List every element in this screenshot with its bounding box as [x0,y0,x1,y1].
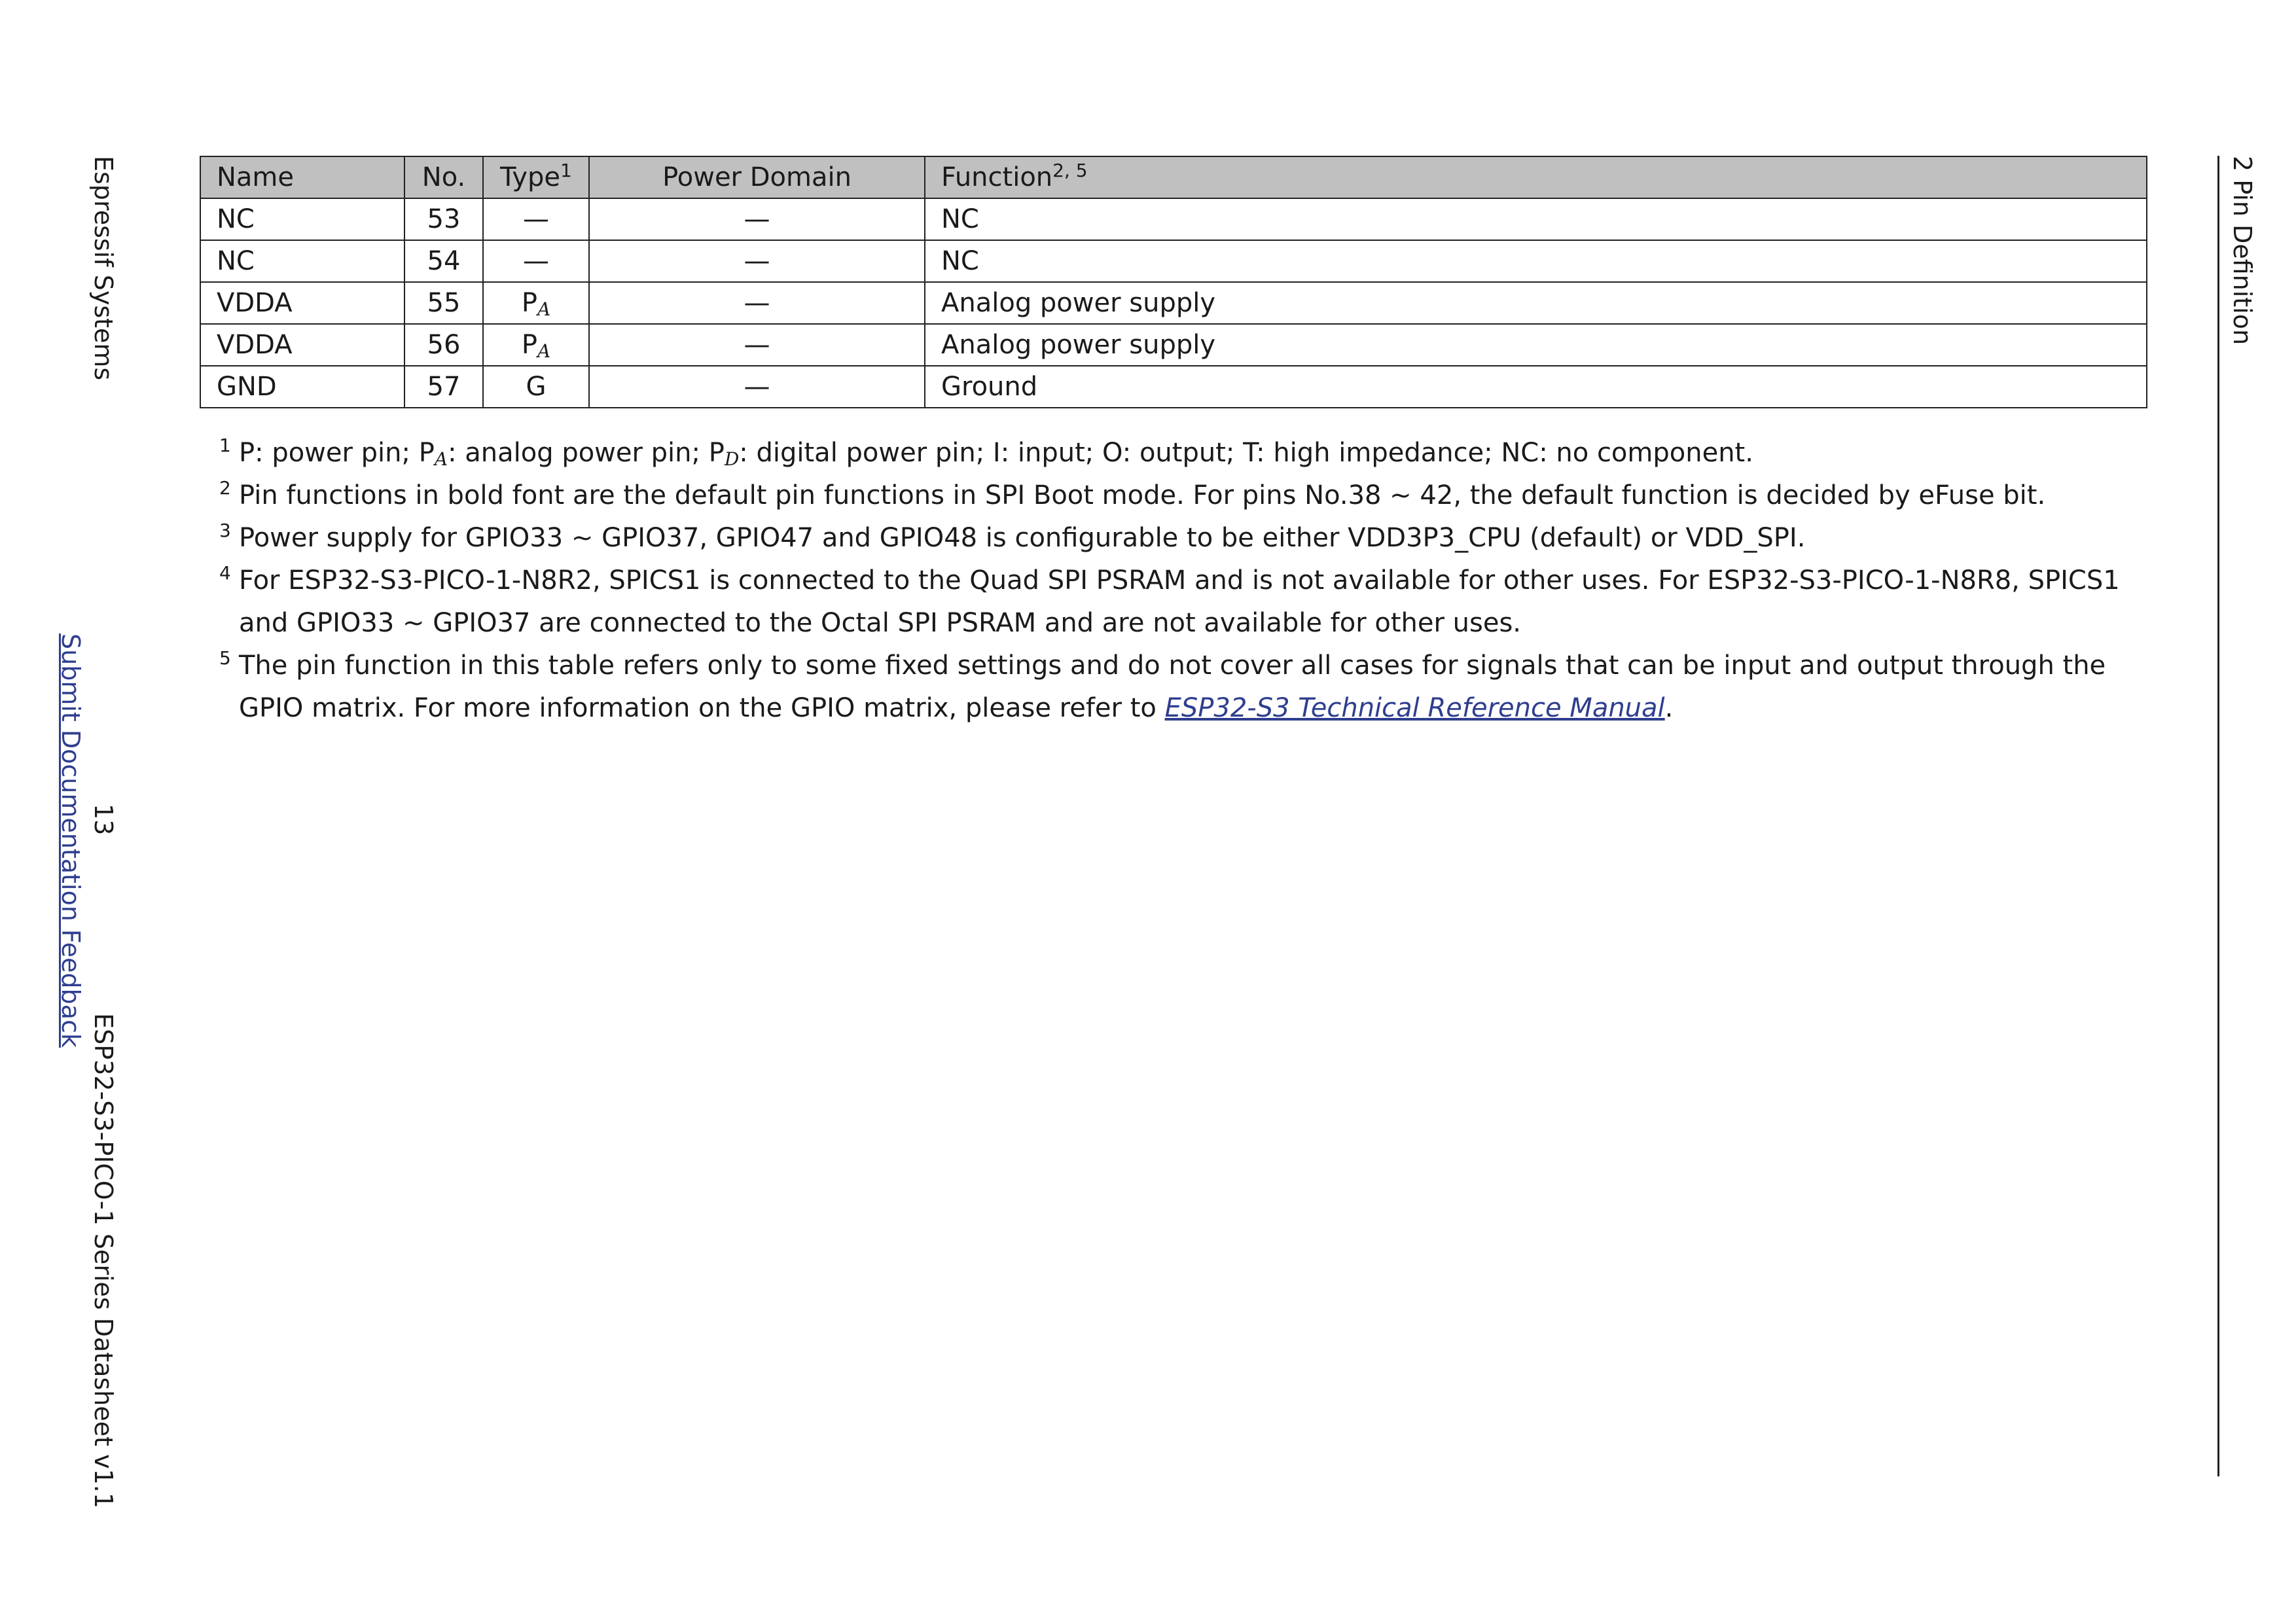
cell-name: VDDA [200,324,404,366]
table-row [200,240,2147,282]
page-number: 13 [89,804,118,836]
cell-name: GND [200,366,404,408]
col-header-function: Function$^{2, 5}$ [925,156,2147,198]
cell-name: NC [200,198,404,240]
footnote-2: 2 Pin functions in bold font are the default pin functions in SPI Boot mode. For pins No.38 ∼ 42, the default function is decided by eFuse bit. [219,474,2147,517]
cell-function: NC [925,240,2147,282]
table-row [200,366,2147,408]
cell-name: NC [200,240,404,282]
table-row [200,324,2147,366]
footnote-4: 4 For ESP32-S3-PICO-1-N8R2, SPICS1 is connected to the Quad SPI PSRAM and is not available for other uses. For ESP32-S3-PICO-1-N8R8, SPICS1 and GPIO33 ∼ GPIO37 are connected to the Octal SPI PSRAM and are not available for other uses. [219,560,2147,645]
footnote-5: 5 The pin function in this table refers only to some fixed settings and do not cover all cases for signals that can be input and output through the GPIO matrix. For more information on the GPIO matrix, please refer to ESP32-S3 Technical Reference Manual. [219,645,2147,730]
cell-no: 55 [404,282,483,324]
technical-reference-manual-link[interactable]: ESP32-S3 Technical Reference Manual [1164,693,1665,723]
footnote-number: 2 [219,477,231,499]
section-header: 2 Pin Definition [2228,156,2257,346]
cell-type: $P_A$ [483,324,589,366]
footnote-number: 5 [219,647,231,669]
col-header-power-domain: Power Domain [589,156,925,198]
cell-no: 53 [404,198,483,240]
cell-function: Analog power supply [925,324,2147,366]
right-margin [2219,0,2258,1623]
footnote-1: 1 P: power pin; $P_A$: analog power pin; $P_D$: digital power pin; I: input; O: output; T: high impedance; NC: no component. [219,432,2147,474]
table-row [200,282,2147,324]
cell-no: 56 [404,324,483,366]
cell-type: G [483,366,589,408]
col-header-no: No. [404,156,483,198]
document-title: ESP32-S3-PICO-1 Series Datasheet v1.1 [89,1013,118,1508]
cell-type: — [483,240,589,282]
cell-power-domain: — [589,366,925,408]
table-row [200,198,2147,240]
cell-power-domain: — [589,198,925,240]
cell-function: Ground [925,366,2147,408]
col-header-type: Type$^1$ [483,156,589,198]
col-header-name: Name [200,156,404,198]
footnote-number: 1 [219,435,231,456]
table-footnotes [219,432,2147,730]
cell-power-domain: — [589,324,925,366]
cell-no: 54 [404,240,483,282]
cell-type: — [483,198,589,240]
table-header-row [200,156,2147,198]
company-name: Espressif Systems [89,156,118,381]
feedback-link[interactable]: Submit Documentation Feedback [56,633,85,1048]
footnote-number: 3 [219,520,231,541]
cell-name: VDDA [200,282,404,324]
cell-function: Analog power supply [925,282,2147,324]
cell-no: 57 [404,366,483,408]
right-rule-divider [2217,156,2219,1476]
cell-function: NC [925,198,2147,240]
footnote-number: 4 [219,562,231,584]
pin-definition-table [200,156,2147,408]
cell-power-domain: — [589,282,925,324]
cell-type: $P_A$ [483,282,589,324]
footnote-3: 3 Power supply for GPIO33 ∼ GPIO37, GPIO47 and GPIO48 is configurable to be either VDD3P3_CPU (default) or VDD_SPI. [219,517,2147,560]
cell-power-domain: — [589,240,925,282]
left-margin-feedback [56,0,105,1623]
